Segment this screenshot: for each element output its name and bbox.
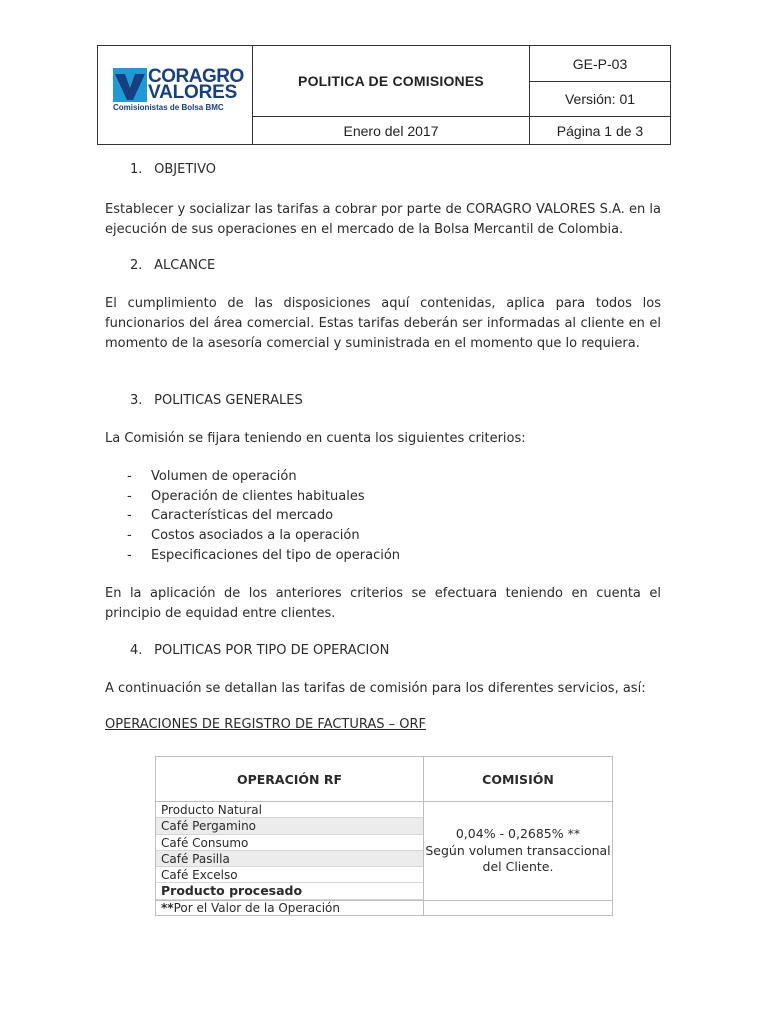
section-title: POLITICAS GENERALES xyxy=(154,393,303,408)
bullet-dash: - xyxy=(127,469,132,484)
section-title: POLITICAS POR TIPO DE OPERACION xyxy=(154,643,390,658)
commission-table xyxy=(155,756,613,916)
document-header-table xyxy=(97,45,671,145)
list-item xyxy=(127,467,400,487)
alcance-paragraph: El cumplimiento de las disposiciones aquí contenidas, aplica para todos los funcionarios del área comercial. Estas tarifas deberán ser informadas al cliente en el momento de la asesoría comercial y suministrada en el momento que lo requiera. xyxy=(105,296,661,351)
logo-name-line1: CORAGRO xyxy=(148,66,244,87)
criteria-list xyxy=(127,467,400,565)
footnote-text: Por el Valor de la Operación xyxy=(173,901,340,915)
criteria-item-text: Costos asociados a la operación xyxy=(151,528,360,544)
criteria-item-text: Operación de clientes habituales xyxy=(151,488,365,504)
list-item xyxy=(127,546,400,566)
rate-note-line1: Según volumen transaccional xyxy=(425,842,611,858)
section-heading-politicas-generales xyxy=(130,393,303,408)
section-number: 2. xyxy=(130,258,143,273)
table-footnote-row xyxy=(156,900,612,916)
list-item xyxy=(127,506,400,526)
criteria-item-text: Especificaciones del tipo de operación xyxy=(151,547,401,563)
footnote-marker: ** xyxy=(161,901,174,915)
section-title: OBJETIVO xyxy=(154,162,217,177)
rate-range: 0,04% - 0,2685% ** xyxy=(455,826,581,842)
section-heading-alcance xyxy=(130,258,215,273)
list-item xyxy=(127,526,400,546)
logo-tagline: Comisionistas de Bolsa BMC xyxy=(113,103,224,112)
section-heading-por-tipo xyxy=(130,643,389,658)
section-title: ALCANCE xyxy=(154,258,216,273)
table-header-comision: COMISIÓN xyxy=(424,757,612,802)
table-row: Producto Natural xyxy=(156,802,423,818)
section-number: 1. xyxy=(130,162,143,177)
rate-note-line2: del Cliente. xyxy=(482,859,554,875)
table-row: Café Consumo xyxy=(156,835,423,851)
document-code: GE-P-03 xyxy=(530,46,670,82)
document-version: Versión: 01 xyxy=(530,82,670,117)
criteria-item-text: Volumen de operación xyxy=(151,469,297,484)
bullet-dash: - xyxy=(127,547,132,563)
bullet-dash: - xyxy=(127,488,132,504)
list-item xyxy=(127,487,400,507)
generales-closing: En la aplicación de los anteriores criterios se efectuara teniendo en cuenta el principio de equidad entre clientes. xyxy=(105,586,661,621)
commission-rate-cell xyxy=(424,802,612,900)
table-row: Café Pasilla xyxy=(156,851,423,867)
generales-intro: La Comisión se fijara teniendo en cuenta los siguientes criterios: xyxy=(105,431,526,446)
logo-v-icon xyxy=(113,68,147,102)
orf-subtitle: OPERACIONES DE REGISTRO DE FACTURAS – ORF xyxy=(105,717,427,732)
bullet-dash: - xyxy=(127,508,132,524)
objetivo-paragraph: Establecer y socializar las tarifas a cobrar por parte de CORAGRO VALORES S.A. en la ejecución de sus operaciones en el mercado de la Bolsa Mercantil de Colombia. xyxy=(105,202,661,237)
table-row: Producto procesado xyxy=(156,883,423,899)
document-date: Enero del 2017 xyxy=(253,117,530,144)
criteria-item-text: Características del mercado xyxy=(151,508,334,524)
section-number: 3. xyxy=(130,393,143,408)
page-number: Página 1 de 3 xyxy=(556,122,644,139)
company-logo xyxy=(113,66,244,116)
logo-name-line2: VALORES xyxy=(148,82,238,103)
logo-cell xyxy=(98,46,253,144)
section-heading-objetivo xyxy=(130,162,216,177)
bullet-dash: - xyxy=(127,528,132,544)
section-number: 4. xyxy=(130,643,143,658)
document-title: POLITICA DE COMISIONES xyxy=(253,46,530,117)
por-tipo-intro: A continuación se detallan las tarifas de comisión para los diferentes servicios, así: xyxy=(105,681,646,696)
operation-rows xyxy=(156,802,424,900)
table-header-operacion: OPERACIÓN RF xyxy=(156,757,424,802)
table-row: Café Excelso xyxy=(156,867,423,883)
table-row: Café Pergamino xyxy=(156,818,423,834)
footnote-cell xyxy=(156,901,424,916)
